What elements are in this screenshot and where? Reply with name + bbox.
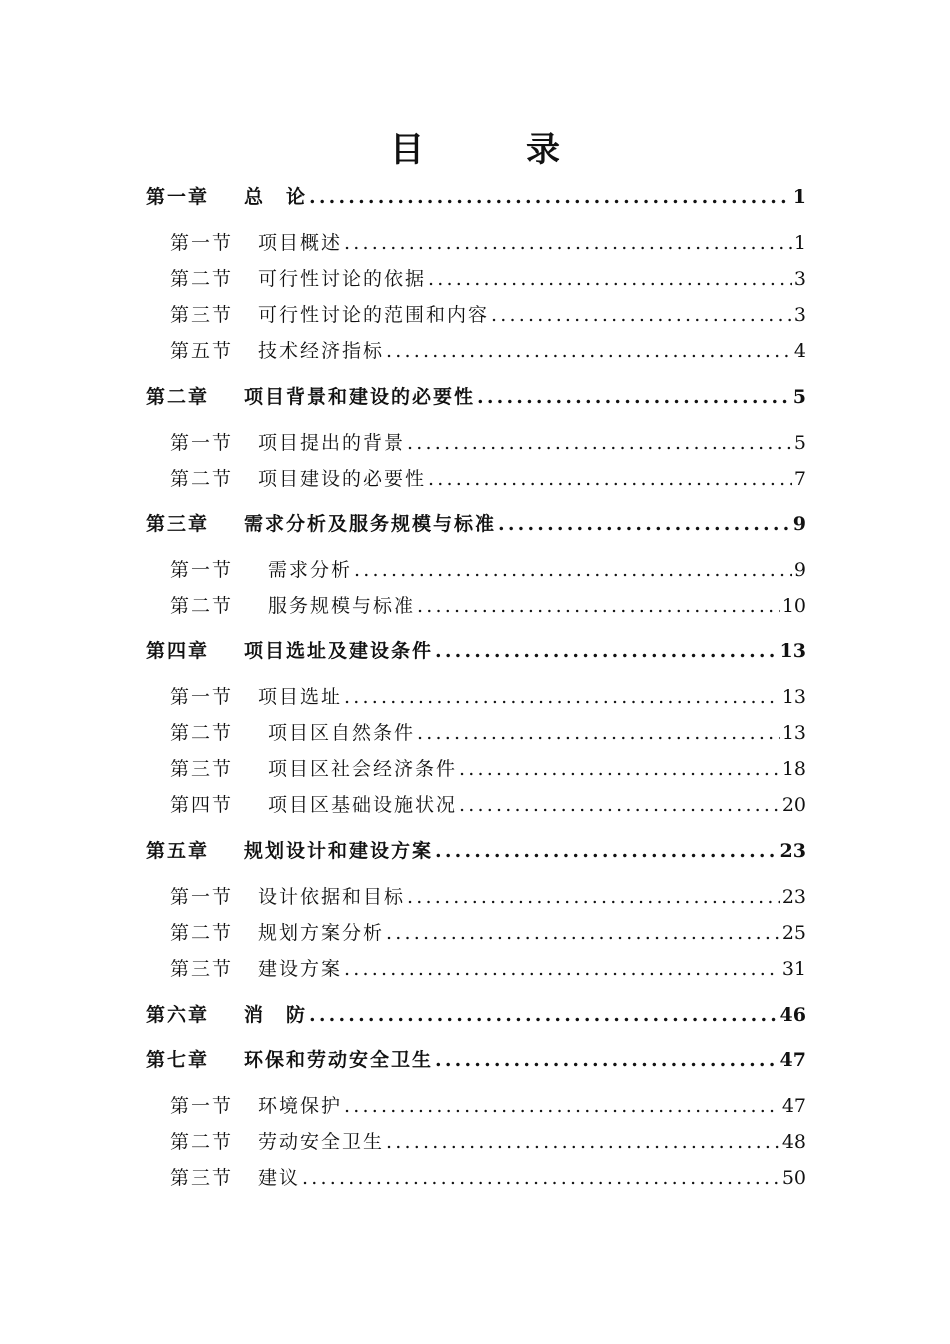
- toc-entry[interactable]: [170, 300, 806, 330]
- toc-entry-page: 1: [792, 186, 806, 208]
- toc-entry-label: 第一节: [170, 886, 234, 908]
- toc-entry[interactable]: [146, 509, 806, 539]
- toc-entry-text: 服务规模与标准: [268, 595, 416, 617]
- toc-leader-dots: [407, 882, 780, 912]
- toc-entry-text: 总 论: [244, 186, 308, 208]
- toc-entry-page: 25: [781, 922, 806, 944]
- toc-leader-dots: [459, 754, 780, 784]
- toc-leader-dots: [344, 682, 780, 712]
- toc-leader-dots: [386, 336, 792, 366]
- toc-entry-label: 第五章: [146, 840, 210, 862]
- toc-entry-page: 47: [781, 1095, 806, 1117]
- toc-entry[interactable]: [170, 464, 806, 494]
- toc-entry-label: 第二节: [170, 1131, 234, 1153]
- toc-entry[interactable]: [170, 1163, 806, 1193]
- toc-entry-page: 4: [793, 340, 806, 362]
- toc-leader-dots: [435, 636, 778, 666]
- toc-entry[interactable]: [146, 1045, 806, 1075]
- toc-entry-text: 项目选址及建设条件: [244, 640, 434, 662]
- toc-entry-text: 设计依据和目标: [258, 886, 406, 908]
- toc-entry[interactable]: [170, 428, 806, 458]
- toc-entry[interactable]: [170, 790, 806, 820]
- toc-entry-text: 环境保护: [258, 1095, 343, 1117]
- toc-leader-dots: [344, 1091, 780, 1121]
- toc-entry-label: 第四节: [170, 794, 234, 816]
- toc-entry-page: 18: [781, 758, 806, 780]
- toc-leader-dots: [477, 382, 791, 412]
- toc-entry-text: 环保和劳动安全卫生: [244, 1049, 434, 1071]
- toc-entry[interactable]: [146, 382, 806, 412]
- toc-entry-page: 31: [781, 958, 806, 980]
- toc-leader-dots: [498, 509, 791, 539]
- toc-entry-label: 第一节: [170, 1095, 234, 1117]
- toc-entry-text: 劳动安全卫生: [258, 1131, 385, 1153]
- toc-entry-label: 第三节: [170, 304, 234, 326]
- toc-entry-page: 50: [781, 1167, 806, 1189]
- toc-entry-page: 20: [781, 794, 806, 816]
- toc-entry-label: 第一节: [170, 686, 234, 708]
- toc-entry-text: 需求分析: [268, 559, 353, 581]
- toc-entry-label: 第二节: [170, 722, 234, 744]
- toc-entry-label: 第三节: [170, 958, 234, 980]
- toc-leader-dots: [344, 954, 780, 984]
- toc-entry-label: 第一节: [170, 559, 234, 581]
- toc-entry-text: 规划设计和建设方案: [244, 840, 434, 862]
- toc-entry-page: 10: [781, 595, 806, 617]
- toc-leader-dots: [407, 428, 792, 458]
- toc-entry-label: 第五节: [170, 340, 234, 362]
- toc-entry[interactable]: [170, 882, 806, 912]
- toc-entry-page: 7: [793, 468, 806, 490]
- toc-entry[interactable]: [170, 228, 806, 258]
- toc-entry-text: 项目区基础设施状况: [268, 794, 458, 816]
- toc-entry-page: 13: [779, 640, 806, 662]
- toc-entry-label: 第三节: [170, 758, 234, 780]
- toc-entry-text: 项目区社会经济条件: [268, 758, 458, 780]
- toc-leader-dots: [354, 555, 792, 585]
- toc-leader-dots: [386, 1127, 780, 1157]
- toc-entry-page: 13: [781, 722, 806, 744]
- toc-entry-label: 第三章: [146, 513, 210, 535]
- toc-entry-page: 23: [781, 886, 806, 908]
- toc-entry-page: 5: [793, 432, 806, 454]
- toc-entry-label: 第七章: [146, 1049, 210, 1071]
- toc-leader-dots: [428, 464, 792, 494]
- toc-entry-page: 48: [781, 1131, 806, 1153]
- toc-leader-dots: [417, 591, 780, 621]
- toc-leader-dots: [309, 1000, 778, 1030]
- toc-leader-dots: [435, 1045, 778, 1075]
- toc-entry[interactable]: [146, 836, 806, 866]
- toc-entry-label: 第二节: [170, 468, 234, 490]
- toc-leader-dots: [417, 718, 780, 748]
- toc-entry-page: 46: [779, 1004, 806, 1026]
- toc-entry-text: 项目建设的必要性: [258, 468, 427, 490]
- toc-entry-text: 可行性讨论的范围和内容: [258, 304, 490, 326]
- toc-leader-dots: [309, 182, 791, 212]
- toc-leader-dots: [428, 264, 792, 294]
- toc-entry-text: 规划方案分析: [258, 922, 385, 944]
- toc-entry[interactable]: [170, 718, 806, 748]
- toc-entry[interactable]: [170, 1127, 806, 1157]
- toc-leader-dots: [491, 300, 792, 330]
- toc-leader-dots: [302, 1163, 780, 1193]
- toc-entry[interactable]: [170, 591, 806, 621]
- toc-leader-dots: [459, 790, 780, 820]
- toc-entry-text: 项目背景和建设的必要性: [244, 386, 476, 408]
- toc-entry[interactable]: [170, 682, 806, 712]
- toc-entry-page: 3: [793, 304, 806, 326]
- toc-entry-text: 消 防: [244, 1004, 308, 1026]
- toc-entry-page: 47: [779, 1049, 806, 1071]
- toc-entry[interactable]: [170, 555, 806, 585]
- toc-entry-text: 可行性讨论的依据: [258, 268, 427, 290]
- toc-entry-label: 第一节: [170, 232, 234, 254]
- toc-entry-label: 第六章: [146, 1004, 210, 1026]
- toc-entry-text: 需求分析及服务规模与标准: [244, 513, 497, 535]
- toc-entry-page: 9: [793, 559, 806, 581]
- toc-entry-text: 项目区自然条件: [268, 722, 416, 744]
- toc-entry-label: 第二节: [170, 922, 234, 944]
- toc-entry[interactable]: [170, 264, 806, 294]
- toc-entry[interactable]: [170, 336, 806, 366]
- toc-entry-page: 13: [781, 686, 806, 708]
- toc-entry-label: 第一章: [146, 186, 210, 208]
- toc-entry-page: 1: [793, 232, 806, 254]
- toc-entry-label: 第二章: [146, 386, 210, 408]
- toc-title: 目 录: [390, 130, 594, 170]
- toc-entry-text: 项目选址: [258, 686, 343, 708]
- toc-entry-page: 5: [792, 386, 806, 408]
- toc-leader-dots: [386, 918, 780, 948]
- toc-entry-text: 技术经济指标: [258, 340, 385, 362]
- toc-entry-text: 建议: [258, 1167, 301, 1189]
- toc-entry[interactable]: [170, 954, 806, 984]
- toc-entry-label: 第二节: [170, 268, 234, 290]
- toc-entry[interactable]: [146, 636, 806, 666]
- toc-entry-page: 9: [792, 513, 806, 535]
- toc-entry-label: 第四章: [146, 640, 210, 662]
- toc-entry-text: 项目提出的背景: [258, 432, 406, 454]
- toc-entry[interactable]: [170, 918, 806, 948]
- toc-entry-label: 第三节: [170, 1167, 234, 1189]
- toc-leader-dots: [435, 836, 778, 866]
- toc-entry-label: 第二节: [170, 595, 234, 617]
- toc-entry-page: 3: [793, 268, 806, 290]
- toc-entry[interactable]: [170, 1091, 806, 1121]
- toc-leader-dots: [344, 228, 792, 258]
- toc-entry-page: 23: [779, 840, 806, 862]
- toc-entry[interactable]: [170, 754, 806, 784]
- toc-entry[interactable]: [146, 182, 806, 212]
- toc-entry-text: 项目概述: [258, 232, 343, 254]
- toc-entry[interactable]: [146, 1000, 806, 1030]
- toc-entry-text: 建设方案: [258, 958, 343, 980]
- toc-entry-label: 第一节: [170, 432, 234, 454]
